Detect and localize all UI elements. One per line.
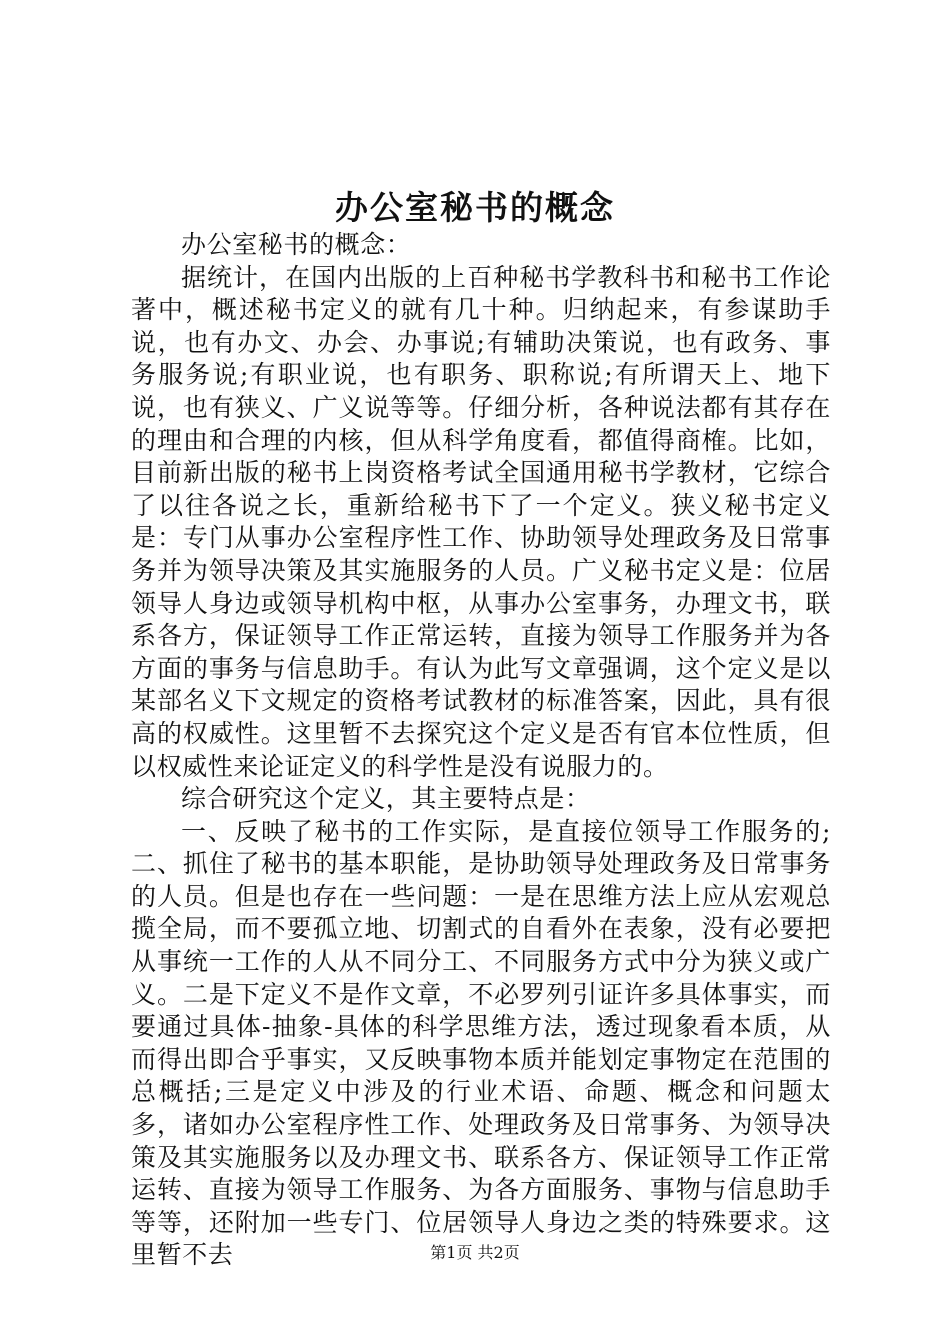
document-body bbox=[131, 229, 831, 1272]
paragraph: 办公室秘书的概念： bbox=[181, 230, 412, 259]
page-footer: 第1页 共2页 bbox=[430, 1243, 520, 1262]
paragraph: 综合研究这个定义，其主要特点是： bbox=[181, 784, 591, 814]
page-title: 办公室秘书的概念 bbox=[335, 188, 615, 227]
paragraph: 据统计，在国内出版的上百种秘书学教科书和秘书工作论著中，概述秘书定义的就有几十种。归纳起来，有参谋助手说，也有办文、办会、办事说;有辅助决策说，也有政务、事务服务说;有职业说，也有职务、职称说;有所谓天上、地下说，也有狭义、广义说等等。仔细分析，各种说法都有其存在的理由和合理的内核，但从科学角度看，都值得商榷。比如，目前新出版的秘书上岗资格考试全国通用秘书学教材，它综合了以往各说之长，重新给秘书下了一个定义。狭义秘书定义是：专门从事办公室程序性工作、协助领导处理政务及日常事务并为领导决策及其实施服务的人员。广义秘书定义是：位居领导人身边或领导机构中枢，从事办公室事务，办理文书，联系各方，保证领导工作正常运转，直接为领导工作服务并为各方面的事务与信息助手。有认为此写文章强调，这个定义是以某部名义下文规定的资格考试教材的标准答案，因此，具有很高的权威性。这里暂不去探究这个定义是否有官本位性质，但以权威性来论证定义的科学性是没有说服力的。 bbox=[131, 262, 831, 781]
paragraph: 一、反映了秘书的工作实际，是直接位领导工作服务的;二、抓住了秘书的基本职能，是协助领导处理政务及日常事务的人员。但是也存在一些问题：一是在思维方法上应从宏观总揽全局，而不要孤立地、切割式的自看外在表象，没有必要把从事统一工作的人从不同分工、不同服务方式中分为狭义或广义。二是下定义不是作文章，不必罗列引证许多具体事实，而要通过具体-抽象-具体的科学思维方法，透过现象看本质，从而得出即合乎事实，又反映事物本质并能划定事物定在范围的总概括;三是定义中涉及的行业术语、命题、概念和问题太多，诸如办公室程序性工作、处理政务及日常事务、为领导决策及其实施服务以及办理文书、联系各方、保证领导工作正常运转、直接为领导工作服务、为各方面服务、事物与信息助手等等，还附加一些专门、位居领导人身边之类的特殊要求。这里暂不去 bbox=[131, 816, 831, 1270]
